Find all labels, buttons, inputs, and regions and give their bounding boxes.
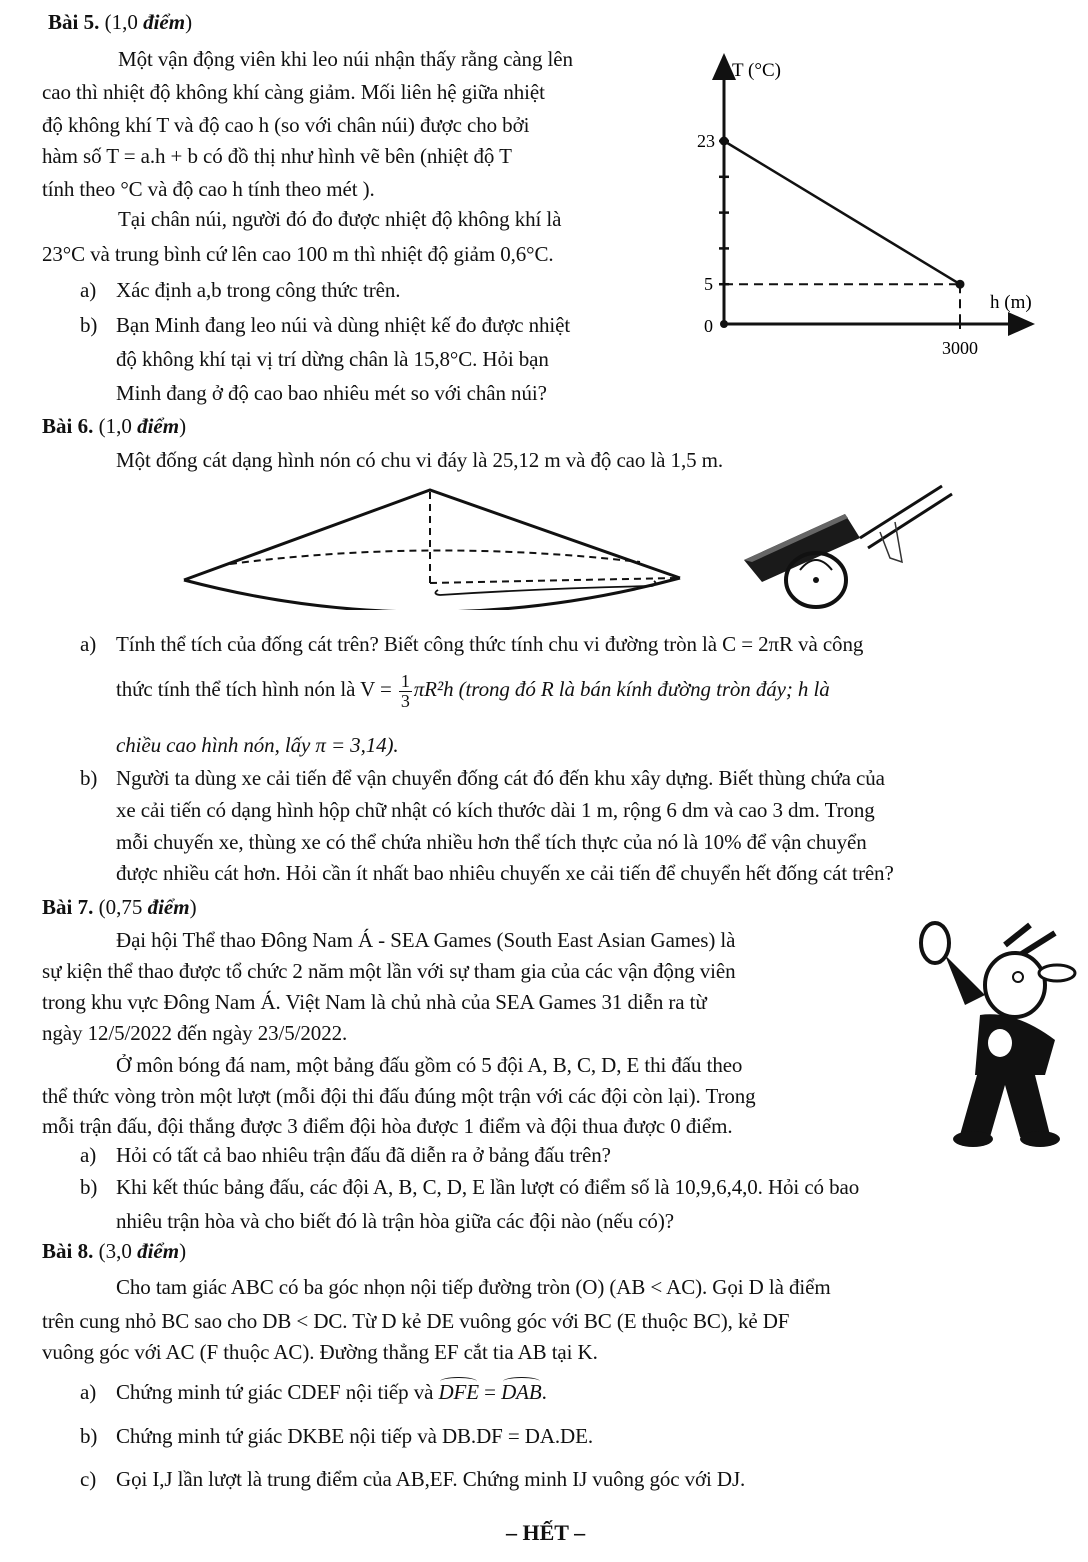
cart-handle-2 [868, 494, 952, 548]
mascot-horns [1005, 925, 1055, 955]
bai5-b-line-1: Bạn Minh đang leo núi và dùng nhiệt kế đo được nhiệt [116, 313, 571, 337]
y-tick-label-23: 23 [697, 131, 715, 151]
bai7-b-line-2: nhiêu trận hòa và cho biết đó là trận hòa giữa các đội nào (nếu có)? [116, 1209, 674, 1233]
x-tick-label-3000: 3000 [942, 338, 978, 358]
bai7-line-6: thể thức vòng tròn một lượt (mỗi đội thi đấu đúng một trận với các đội còn lại). Trong [42, 1084, 756, 1108]
bai7-line-1: Đại hội Thể thao Đông Nam Á - SEA Games (South East Asian Games) là [116, 928, 736, 952]
bai6-title: Bài 6. [42, 414, 94, 438]
mascot-belly [988, 1029, 1012, 1057]
bai5-title: Bài 5. [48, 10, 100, 34]
bai6-a-line-2 [116, 672, 830, 711]
bai5-b-label: b) [80, 313, 98, 337]
bai8-a-pre: Chứng minh tứ giác CDEF nội tiếp và [116, 1380, 439, 1404]
sea-games-mascot-image [905, 915, 1085, 1150]
bai7-points-open: (0,75 [98, 895, 148, 919]
bai6-b-line-2: xe cải tiến có dạng hình hộp chữ nhật có kích thước dài 1 m, rộng 6 dm và cao 3 dm. Trong [116, 798, 875, 822]
bai5-b-line-3: Minh đang ở độ cao bao nhiêu mét so với chân núi? [116, 381, 547, 405]
bai7-question-b [80, 1175, 859, 1200]
bai5-question-b [80, 313, 570, 338]
bai7-line-7: mỗi trận đấu, đội thắng được 3 điểm đội hòa được 1 điểm và đội thua được 0 điểm. [42, 1114, 733, 1138]
cart-wheel-hub [813, 577, 819, 583]
bai8-c-label: c) [80, 1467, 97, 1491]
temperature-height-graph [680, 40, 1060, 410]
mascot-ear [1039, 965, 1075, 981]
cone-volume-formula: πR²h [413, 677, 454, 702]
bai8-points-word: điểm [137, 1239, 180, 1263]
fraction-numerator: 1 [400, 671, 410, 691]
bai6-b-line-1: Người ta dùng xe cải tiến để vận chuyển đống cát đó đến khu xây dựng. Biết thùng chứa của [116, 766, 885, 790]
bai8-b-text: Chứng minh tứ giác DKBE nội tiếp và DB.DF = DA.DE. [116, 1424, 593, 1448]
bai6-b-label: b) [80, 766, 98, 790]
bai8-points-close: ) [179, 1239, 187, 1263]
fraction-one-third [399, 672, 412, 711]
bai5-line-2: cao thì nhiệt độ không khí càng giảm. Mối liên hệ giữa nhiệt [42, 80, 545, 104]
bai7-question-a [80, 1143, 611, 1168]
bai6-points-word: điểm [137, 414, 180, 438]
mascot-hand [921, 923, 949, 963]
mascot-body [975, 1014, 1055, 1075]
bai6-question-b [80, 766, 885, 791]
bai6-intro: Một đống cát dạng hình nón có chu vi đáy là 25,12 m và độ cao là 1,5 m. [116, 448, 724, 472]
cone-base-back [230, 550, 640, 564]
bai7-b-label: b) [80, 1175, 98, 1199]
bai5-points-close: ) [185, 10, 193, 34]
bai7-line-3: trong khu vực Đông Nam Á. Việt Nam là chủ nhà của SEA Games 31 diễn ra từ [42, 990, 707, 1014]
bai8-a-post: . [541, 1380, 547, 1404]
origin-point [720, 320, 728, 328]
bai5-line-4: hàm số T = a.h + b có đồ thị như hình vẽ bên (nhiệt độ T [42, 144, 512, 168]
x-axis-label: h (m) [990, 292, 1032, 313]
y-axis-label: T (°C) [732, 60, 781, 81]
bai8-title: Bài 8. [42, 1239, 94, 1263]
bai8-c-text: Gọi I,J lần lượt là trung điểm của AB,EF. Chứng minh IJ vuông góc với DJ. [116, 1467, 746, 1491]
bai5-points-open: (1,0 [104, 10, 144, 34]
bai8-a-eq: = [479, 1380, 502, 1404]
bai7-line-5: Ở môn bóng đá nam, một bảng đấu gồm có 5 đội A, B, C, D, E thi đấu theo [116, 1053, 743, 1077]
mascot-shoe-left [953, 1131, 993, 1147]
cone-radius-line [430, 578, 675, 583]
mascot-arm [945, 955, 985, 1005]
bai8-question-c [80, 1467, 745, 1492]
angle-dab: DAB [501, 1380, 542, 1404]
bai6-points-open: (1,0 [98, 414, 138, 438]
bai8-a-label: a) [80, 1380, 97, 1404]
cart-handle-1 [860, 486, 942, 538]
bai6-heading [42, 414, 186, 439]
bai7-line-4: ngày 12/5/2022 đến ngày 23/5/2022. [42, 1021, 348, 1045]
bai6-a-line-2-pre: thức tính thể tích hình nón là V = [116, 677, 397, 702]
bai5-b-line-2: độ không khí tại vị trí dừng chân là 15,8°C. Hỏi bạn [116, 347, 549, 371]
bai8-heading [42, 1239, 186, 1264]
mascot-legs [960, 1075, 1050, 1137]
bai5-line-3: độ không khí T và độ cao h (so với chân núi) được cho bởi [42, 113, 530, 137]
bai6-a-line-1: Tính thể tích của đống cát trên? Biết công thức tính chu vi đường tròn là C = 2πR và công [116, 632, 864, 656]
bai5-a-label: a) [80, 278, 97, 302]
end-marker: – HẾT – [506, 1520, 586, 1545]
bai7-a-text: Hỏi có tất cả bao nhiêu trận đấu đã diễn ra ở bảng đấu trên? [116, 1143, 611, 1167]
bai5-line-7: 23°C và trung bình cứ lên cao 100 m thì nhiệt độ giảm 0,6°C. [42, 242, 554, 266]
bai7-b-line-1: Khi kết thúc bảng đấu, các đội A, B, C, D, E lần lượt có điểm số là 10,9,6,4,0. Hỏi có bao [116, 1175, 860, 1199]
bai8-line-1: Cho tam giác ABC có ba góc nhọn nội tiếp đường tròn (O) (AB < AC). Gọi D là điểm [116, 1275, 831, 1299]
bai5-line-5: tính theo °C và độ cao h tính theo mét ). [42, 177, 375, 201]
bai7-points-close: ) [189, 895, 197, 919]
bai8-question-b [80, 1424, 593, 1449]
bai8-points-open: (3,0 [98, 1239, 138, 1263]
angle-dfe: DFE [438, 1380, 480, 1404]
bai6-a-line-3: chiều cao hình nón, lấy π = 3,14). [116, 733, 399, 757]
bai8-line-2: trên cung nhỏ BC sao cho DB < DC. Từ D kẻ DE vuông góc với BC (E thuộc BC), kẻ DF [42, 1309, 790, 1333]
bai6-b-line-3: mỗi chuyến xe, thùng xe có thể chứa nhiều hơn thể tích thực của nó là 10% để vận chuyển [116, 830, 867, 854]
bai7-heading [42, 895, 197, 920]
bai7-a-label: a) [80, 1143, 97, 1167]
bai7-line-2: sự kiện thể thao được tổ chức 2 năm một lần với sự tham gia của các vận động viên [42, 959, 736, 983]
bai7-points-word: điểm [147, 895, 190, 919]
graph-line [724, 141, 960, 284]
bai5-question-a [80, 278, 400, 303]
mascot-head [985, 953, 1045, 1017]
mascot-shoe-right [1020, 1131, 1060, 1147]
bai5-points-word: điểm [143, 10, 186, 34]
fraction-denominator: 3 [400, 690, 410, 711]
origin-label: 0 [704, 316, 713, 336]
bai6-a-label: a) [80, 632, 97, 656]
sand-cone-diagram [170, 480, 700, 610]
graph-point-start [720, 137, 729, 146]
handcart-image [730, 470, 960, 620]
bai7-title: Bài 7. [42, 895, 94, 919]
bai8-question-a [80, 1380, 547, 1405]
y-tick-label-5: 5 [704, 274, 713, 295]
graph-point-end [956, 280, 965, 289]
bai5-heading [48, 10, 192, 35]
bai5-line-6: Tại chân núi, người đó đo được nhiệt độ không khí là [118, 207, 562, 231]
bai5-line-1: Một vận động viên khi leo núi nhận thấy rằng càng lên [118, 47, 573, 71]
bai6-question-a [80, 632, 863, 657]
cone-slant-edges [184, 490, 680, 580]
bai6-points-close: ) [179, 414, 187, 438]
bai5-a-text: Xác định a,b trong công thức trên. [116, 278, 401, 302]
bai8-line-3: vuông góc với AC (F thuộc AC). Đường thẳng EF cắt tia AB tại K. [42, 1340, 598, 1364]
bai8-b-label: b) [80, 1424, 98, 1448]
bai6-b-line-4: được nhiều cát hơn. Hỏi cần ít nhất bao nhiêu chuyến xe cải tiến để chuyển hết đống cát trên? [116, 861, 894, 885]
bai6-a-line-2-note: (trong đó R là bán kính đường tròn đáy; h là [453, 677, 830, 702]
